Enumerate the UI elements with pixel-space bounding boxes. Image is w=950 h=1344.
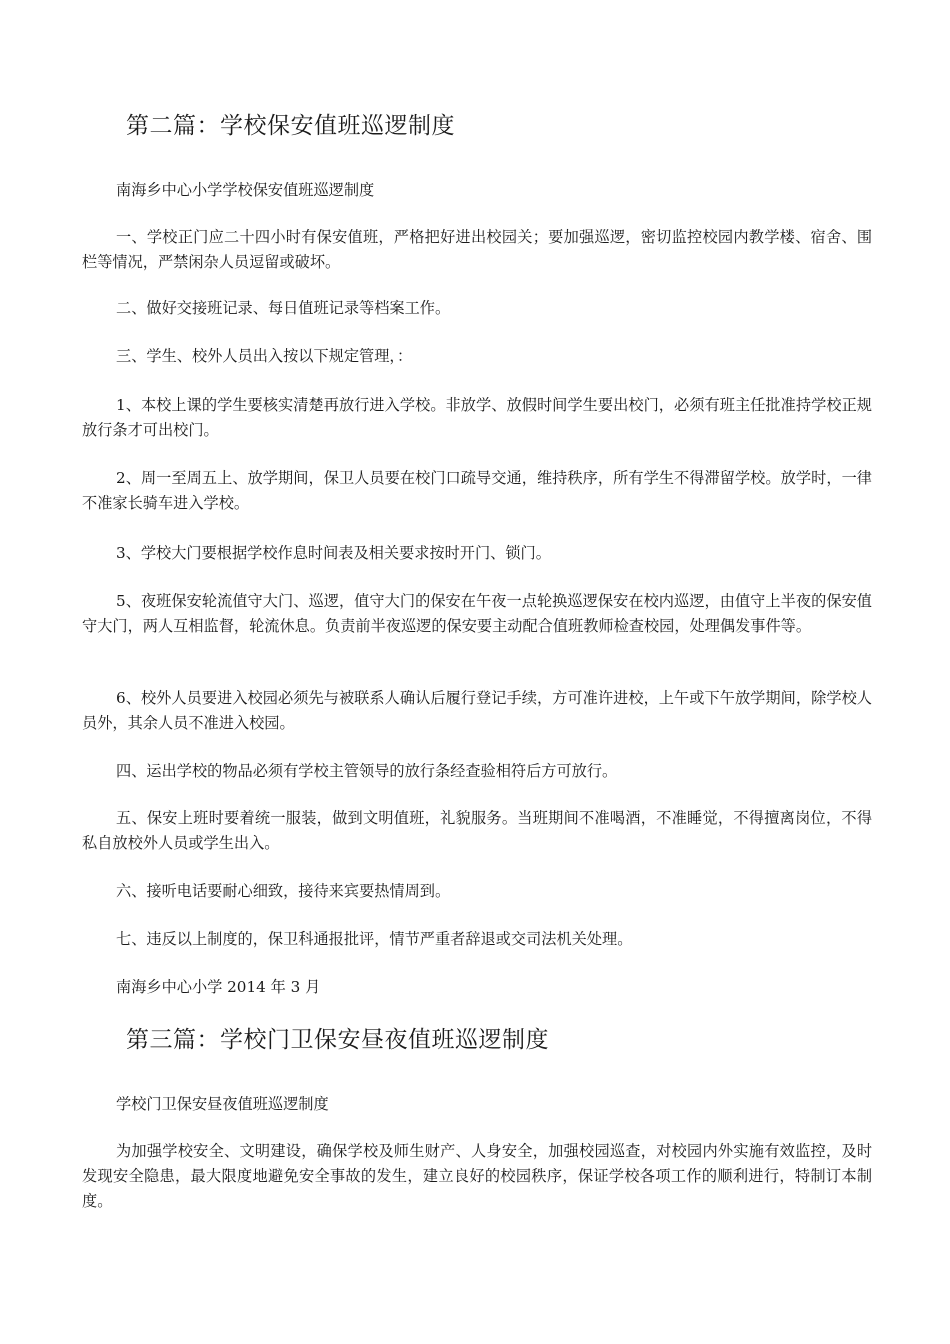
section2-paragraph-1: 一、学校正门应二十四小时有保安值班，严格把好进出校园关；要加强巡逻，密切监控校园内教学楼、宿舍、围栏等情况，严禁闲杂人员逗留或破坏。 — [82, 228, 872, 271]
section2-paragraph-3: 三、学生、校外人员出入按以下规定管理，： — [116, 347, 413, 365]
section2-paragraph-9: 四、运出学校的物品必须有学校主管领导的放行条经查验相符后方可放行。 — [116, 762, 618, 780]
section2-paragraph-5: 2、周一至周五上、放学期间，保卫人员要在校门口疏导交通，维持秩序，所有学生不得滞留学校。放学时，一律不准家长骑车进入学校。 — [82, 469, 872, 512]
section3-title: 第三篇：学校门卫保安昼夜值班巡逻制度 — [126, 1027, 549, 1053]
section2-paragraph-11: 六、接听电话要耐心细致，接待来宾要热情周到。 — [116, 882, 451, 900]
section2-paragraph-10: 五、保安上班时要着统一服装，做到文明值班，礼貌服务。当班期间不准喝酒，不准睡觉，不得擅离岗位，不得私自放校外人员或学生出入。 — [82, 809, 872, 852]
section2-paragraph-12: 七、违反以上制度的，保卫科通报批评，情节严重者辞退或交司法机关处理。 — [116, 930, 633, 948]
section2-paragraph-7: 5、夜班保安轮流值守大门、巡逻，值守大门的保安在午夜一点轮换巡逻保安在校内巡逻，由值守上半夜的保安值守大门，两人互相监督，轮流休息。负责前半夜巡逻的保安要主动配合值班教师检查校园，处理偶发事件等。 — [82, 592, 872, 635]
section2-subtitle: 南海乡中心小学学校保安值班巡逻制度 — [116, 181, 375, 199]
section2-title: 第二篇：学校保安值班巡逻制度 — [126, 113, 455, 139]
section3-subtitle: 学校门卫保安昼夜值班巡逻制度 — [116, 1095, 329, 1113]
section2-paragraph-4: 1、本校上课的学生要核实清楚再放行进入学校。非放学、放假时间学生要出校门，必须有班主任批准持学校正规放行条才可出校门。 — [82, 396, 872, 439]
section2-paragraph-2: 二、做好交接班记录、每日值班记录等档案工作。 — [116, 299, 451, 317]
section2-signature: 南海乡中心小学 2014 年 3 月 — [116, 978, 321, 996]
section3-paragraph-1: 为加强学校安全、文明建设，确保学校及师生财产、人身安全，加强校园巡查，对校园内外实施有效监控，及时发现安全隐患，最大限度地避免安全事故的发生，建立良好的校园秩序，保证学校各项工作的顺利进行，特制订本制度。 — [82, 1142, 872, 1210]
section2-paragraph-8: 6、校外人员要进入校园必须先与被联系人确认后履行登记手续，方可准许进校，上午或下午放学期间，除学校人员外，其余人员不准进入校园。 — [82, 689, 872, 732]
section2-paragraph-6: 3、学校大门要根据学校作息时间表及相关要求按时开门、锁门。 — [116, 544, 551, 562]
